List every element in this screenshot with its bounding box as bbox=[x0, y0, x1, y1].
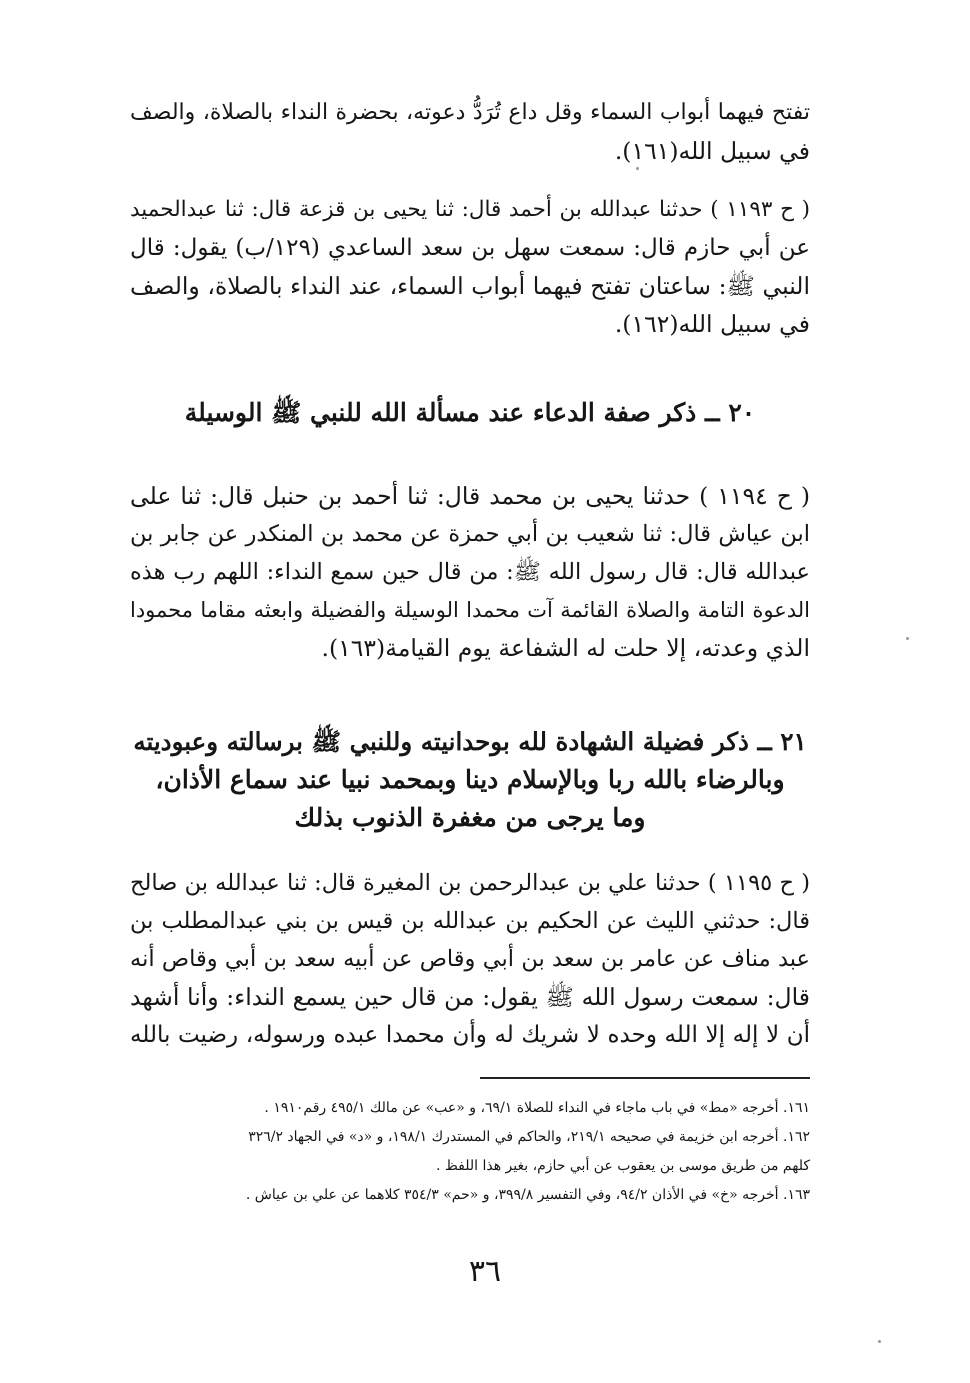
text-line: ( ح ١١٩٥ ) حدثنا علي بن عبدالرحمن بن المغيرة قال: ثنا عبدالله بن صالح bbox=[130, 870, 811, 896]
text-line: في سبيل الله(١٦١). bbox=[614, 137, 810, 165]
footnote: ١٦٣. أخرجه «خ» في الأذان ٩٤/٢، وفي التفسير ٣٩٩/٨، و «حم» ٣٥٤/٣ كلاهما عن علي بن عياش . bbox=[245, 1187, 810, 1203]
text-line: الذي وعدته، إلا حلت له الشفاعة يوم القيامة(١٦٣). bbox=[321, 634, 810, 662]
hadith-1194 bbox=[130, 477, 810, 667]
section-title-line: وبالرضاء بالله ربا وبالإسلام دينا وبمحمد نبيا عند سماع الأذان، bbox=[155, 765, 785, 794]
section-title-line: وما يرجى من مغفرة الذنوب بذلك bbox=[294, 803, 646, 832]
footnote-divider bbox=[480, 1077, 810, 1079]
text-line: عبد مناف عن عامر بن سعد بن أبي وقاص عن أبيه سعد بن أبي وقاص أنه bbox=[130, 946, 810, 972]
text-line: قال: سمعت رسول الله ﷺ يقول: من قال حين يسمع النداء: وأنا أشهد bbox=[130, 983, 810, 1011]
text-line: عبدالله قال: قال رسول الله ﷺ: من قال حين سمع النداء: اللهم رب هذه bbox=[130, 559, 810, 585]
text-line: في سبيل الله(١٦٢). bbox=[614, 310, 810, 338]
text-line: ( ح ١١٩٣ ) حدثنا عبدالله بن أحمد قال: ثنا يحيى بن قزعة قال: ثنا عبدالحميد bbox=[130, 197, 811, 222]
scan-speck bbox=[906, 637, 909, 640]
top-paragraph bbox=[130, 94, 810, 170]
text-line: أن لا إله إلا الله وحده لا شريك له وأن محمدا عبده ورسوله، رضيت بالله bbox=[130, 1022, 810, 1048]
text-line: عن أبي حازم قال: سمعت سهل بن سعد الساعدي (١٢٩/ب) يقول: قال bbox=[130, 235, 810, 261]
section-title-line: ٢١ ــ ذكر فضيلة الشهادة لله بوحدانيته وللنبي ﷺ برسالته وعبوديته bbox=[133, 727, 807, 756]
hadith-1195 bbox=[130, 864, 810, 1054]
section-title: ٢٠ ــ ذكر صفة الدعاء عند مسألة الله للنبي ﷺ الوسيلة bbox=[184, 398, 756, 427]
footnote: ١٦١. أخرجه «مط» في باب ماجاء في النداء للصلاة ٦٩/١، و «عب» عن مالك ٤٩٥/١ رقم١٩١٠ . bbox=[264, 1100, 810, 1116]
scan-speck bbox=[636, 167, 639, 170]
section-21-heading bbox=[130, 723, 810, 837]
text-line: ( ح ١١٩٤ ) حدثنا يحيى بن محمد قال: ثنا أحمد بن حنبل قال: ثنا على bbox=[130, 482, 810, 510]
text-line: قال: حدثني الليث عن الحكيم بن عبدالله بن قيس بن بني عبدالمطلب بن bbox=[130, 908, 810, 934]
hadith-1193 bbox=[130, 191, 810, 343]
text-line: الدعوة التامة والصلاة القائمة آت محمدا الوسيلة والفضيلة وابعثه مقاما محمودا bbox=[130, 598, 811, 622]
footnote-continuation: كلهم من طريق موسى بن يعقوب عن أبي حازم، بغير هذا اللفظ . bbox=[435, 1158, 810, 1174]
page-number: ٣٦ bbox=[468, 1254, 502, 1289]
footnote: ١٦٢. أخرجه ابن خزيمة في صحيحه ٢١٩/١، والحاكم في المستدرك ١٩٨/١، و «د» في الجهاد ٣٢٦/٢ bbox=[248, 1129, 810, 1145]
text-line: النبي ﷺ: ساعتان تفتح فيهما أبواب السماء، عند النداء بالصلاة، والصف bbox=[130, 272, 810, 300]
footnotes bbox=[130, 1094, 810, 1210]
section-20-heading bbox=[130, 394, 810, 432]
text-line: ابن عياش قال: ثنا شعيب بن أبي حمزة عن محمد بن المنكدر عن جابر بن bbox=[130, 521, 810, 547]
scan-speck bbox=[878, 1340, 881, 1343]
text-line: تفتح فيهما أبواب السماء وقل داع تُرَدُّ دعوته، بحضرة النداء بالصلاة، والصف bbox=[130, 100, 810, 125]
